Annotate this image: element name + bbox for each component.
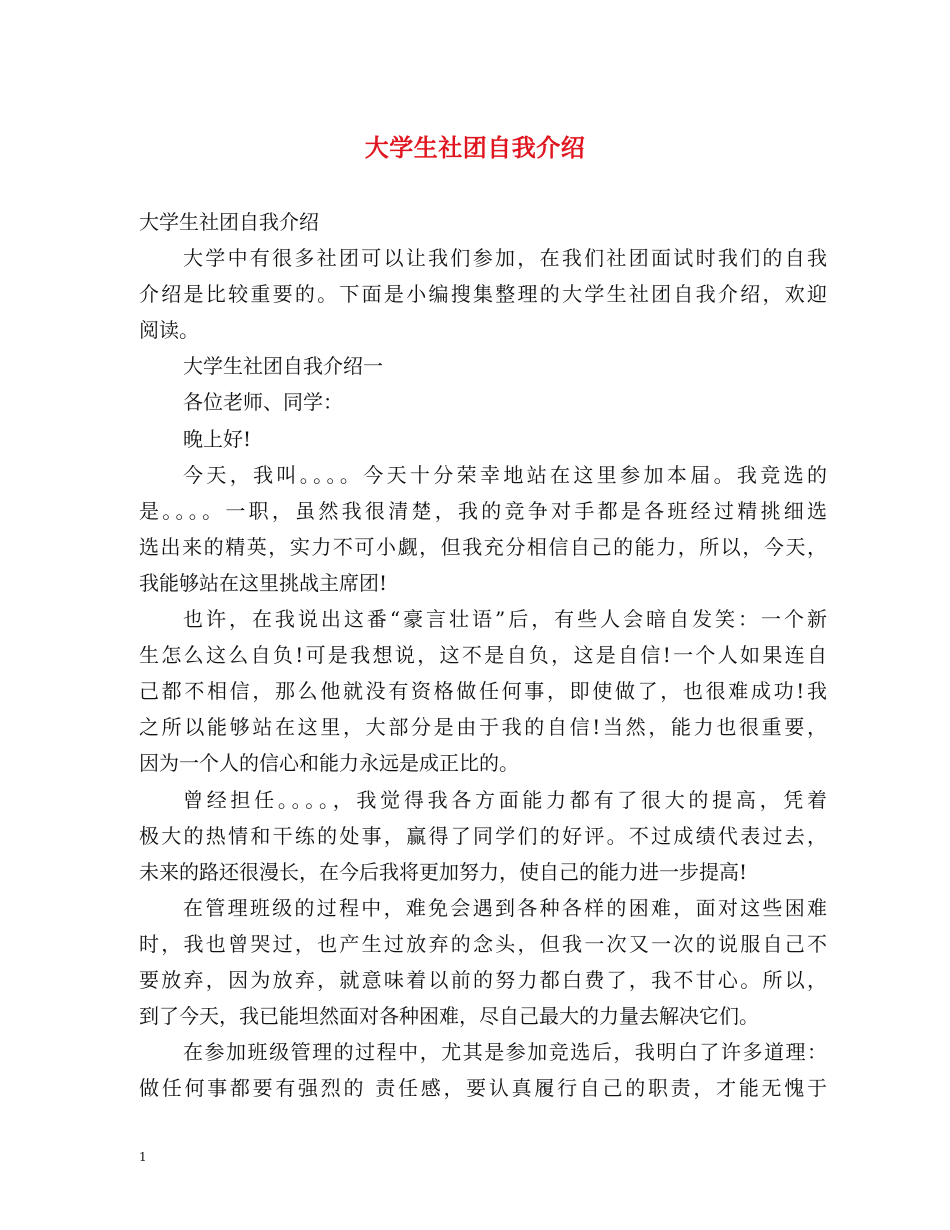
text-line: 在参加班级管理的过程中，尤其是参加竞选后，我明白了许多道理： bbox=[183, 1040, 827, 1065]
text-line: 今天，我叫。。。。今天十分荣幸地站在这里参加本届。我竞选的 bbox=[183, 462, 827, 487]
text-line: 要放弃，因为放弃，就意味着以前的努力都白费了，我不甘心。所以， bbox=[139, 967, 827, 992]
text-line: 曾经担任。。。。，我觉得我各方面能力都有了很大的提高，凭着 bbox=[183, 787, 827, 812]
text-line: 生怎么这么自负!可是我想说，这不是自负，这是自信!一个人如果连自 bbox=[139, 643, 827, 668]
text-line: 在管理班级的过程中，难免会遇到各种各样的困难，面对这些困难 bbox=[183, 895, 827, 920]
text-line: 各位老师、同学： bbox=[183, 390, 343, 415]
text-line: 己都不相信，那么他就没有资格做任何事，即使做了，也很难成功!我 bbox=[139, 679, 827, 704]
text-line: 做任何事都要有强烈的 责任感，要认真履行自己的职责，才能无愧于 bbox=[139, 1076, 827, 1101]
text-line: 大学中有很多社团可以让我们参加，在我们社团面试时我们的自我 bbox=[183, 246, 827, 271]
text-line: 是。。。。一职，虽然我很清楚，我的竞争对手都是各班经过精挑细选 bbox=[139, 498, 827, 523]
text-line: 大学生社团自我介绍 bbox=[139, 210, 319, 234]
text-line: 选出来的精英，实力不可小觑，但我充分相信自己的能力，所以，今天， bbox=[139, 534, 827, 559]
document-body bbox=[139, 204, 827, 1106]
text-line: 也许，在我说出这番“豪言壮语”后，有些人会暗自发笑：一个新 bbox=[183, 607, 827, 632]
text-line: 极大的热情和干练的处事，赢得了同学们的好评。不过成绩代表过去， bbox=[139, 823, 827, 848]
text-line: 未来的路还很漫长，在今后我将更加努力，使自己的能力进一步提高! bbox=[139, 859, 748, 884]
text-line: 阅读。 bbox=[139, 318, 199, 343]
text-line: 我能够站在这里挑战主席团! bbox=[139, 570, 388, 595]
text-line: 之所以能够站在这里，大部分是由于我的自信!当然，能力也很重要， bbox=[139, 715, 827, 740]
document-title: 大学生社团自我介绍 bbox=[364, 133, 586, 162]
text-line: 时，我也曾哭过，也产生过放弃的念头，但我一次又一次的说服自己不 bbox=[139, 931, 827, 956]
text-line: 大学生社团自我介绍一 bbox=[183, 354, 383, 379]
text-line: 晚上好! bbox=[183, 426, 252, 451]
text-line: 因为一个人的信心和能力永远是成正比的。 bbox=[139, 751, 519, 776]
text-line: 到了今天，我已能坦然面对各种困难，尽自己最大的力量去解决它们。 bbox=[139, 1004, 759, 1029]
page-number: 1 bbox=[139, 1150, 147, 1164]
text-line: 介绍是比较重要的。下面是小编搜集整理的大学生社团自我介绍，欢迎 bbox=[139, 282, 827, 307]
